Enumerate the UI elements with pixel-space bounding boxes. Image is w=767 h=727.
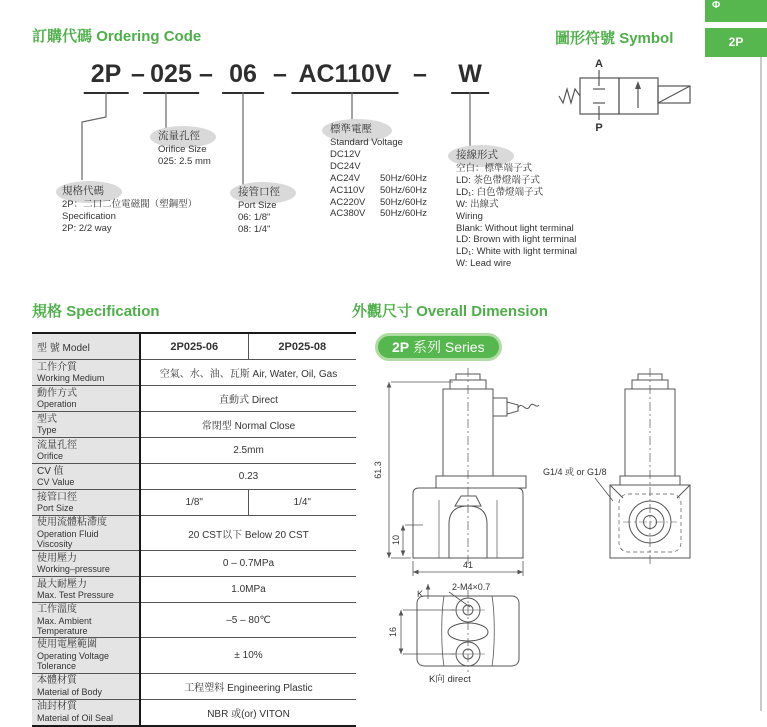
callout-title: 規格代碼 xyxy=(62,185,104,197)
row-label-zh: 本體材質 xyxy=(37,675,77,687)
voltage-value: DC12V xyxy=(330,149,361,160)
callout-title: 接管口徑 xyxy=(238,186,280,198)
row-label-zh: 油封材質 xyxy=(37,701,77,713)
specification-title-en: Specification xyxy=(66,303,160,320)
row-value: 空氣、水、油、瓦斯 Air, Water, Oil, Gas xyxy=(140,360,356,386)
model-header-cell: 型 號 Model xyxy=(32,333,140,360)
code-segment-model: 2P xyxy=(84,60,129,94)
code-separator: – xyxy=(413,60,427,88)
k-direction-label: K xyxy=(417,589,424,599)
callout-voltage xyxy=(330,123,427,220)
voltage-row xyxy=(330,197,427,209)
table-row xyxy=(32,412,356,438)
voltage-freq: 50Hz/60Hz xyxy=(380,184,427,196)
code-separator: – xyxy=(273,60,287,88)
row-value: 0.23 xyxy=(140,464,356,490)
ordering-code-title-zh: 訂購代碼 xyxy=(32,28,93,45)
voltage-value: AC110V xyxy=(330,184,365,196)
callout-port-size xyxy=(238,186,280,236)
row-label-zh: 動作方式 xyxy=(37,387,77,399)
callout-line: 025: 2.5 mm xyxy=(158,156,211,167)
row-value: 直動式 Direct xyxy=(140,386,356,412)
row-value: NBR 或(or) VITON xyxy=(140,699,356,726)
specification-title-zh: 規格 xyxy=(32,303,63,320)
callout-wiring xyxy=(456,149,577,270)
symbol-title xyxy=(555,27,673,48)
row-value: –5 – 80℃ xyxy=(140,603,356,638)
callout-line: 2P：二口二位電磁閥（塑鋼型） xyxy=(62,199,198,211)
callout-title: 標準電壓 xyxy=(330,123,372,135)
voltage-row xyxy=(330,161,427,173)
row-value: 20 CST以下 Below 20 CST xyxy=(140,516,356,551)
table-row xyxy=(32,516,356,551)
table-row xyxy=(32,577,356,603)
callout-line: Wiring xyxy=(456,210,483,222)
k-view xyxy=(417,590,519,672)
overall-dimension-title-zh: 外觀尺寸 xyxy=(352,303,413,320)
phi-icon: Φ xyxy=(712,0,721,11)
callout-line: LD₁: 白色帶燈端子式 xyxy=(456,186,544,198)
dim-offset-label: 10 xyxy=(391,534,401,546)
voltage-freq: 50Hz/60Hz xyxy=(380,196,427,208)
code-segment-voltage: AC110V xyxy=(291,60,398,94)
thread-label: 2-M4×0.7 xyxy=(452,582,491,592)
row-label-en: Max. Ambient Temperature xyxy=(37,615,92,637)
table-row xyxy=(32,699,356,726)
table-row xyxy=(32,603,356,638)
table-row xyxy=(32,551,356,577)
series-side-tab xyxy=(705,28,767,57)
callout-line: LD₁: White with light terminal xyxy=(456,246,577,258)
code-segment-orifice: 025 xyxy=(143,60,199,94)
voltage-value: AC220V xyxy=(330,196,366,208)
callout-spec-code xyxy=(62,185,197,235)
table-row xyxy=(32,490,356,516)
row-value: ± 10% xyxy=(140,638,356,673)
series-badge-text: 系列 Series xyxy=(413,339,485,355)
table-row xyxy=(32,673,356,699)
valve-symbol-diagram xyxy=(552,56,702,136)
callout-line: 2P: 2/2 way xyxy=(62,222,112,234)
callout-line: 06: 1/8" xyxy=(238,212,271,223)
model-2-cell: 2P025-08 xyxy=(278,340,327,353)
table-row xyxy=(32,386,356,412)
specification-table xyxy=(32,332,356,727)
callout-orifice xyxy=(158,130,211,168)
callout-line: Blank: Without light terminal xyxy=(456,222,574,234)
row-label-zh: 工作介質 xyxy=(37,361,77,373)
row-value: 常閉型 Normal Close xyxy=(140,412,356,438)
row-label-zh: 使用壓力 xyxy=(37,552,77,564)
overall-dimension-title-en: Overall Dimension xyxy=(416,303,548,320)
voltage-freq: 50Hz/60Hz xyxy=(380,172,427,184)
symbol-port-p-label: P xyxy=(595,122,603,134)
row-label-zh: 使用流體粘滯度 xyxy=(37,517,107,528)
voltage-value: AC24V xyxy=(330,172,361,184)
code-separator: – xyxy=(199,60,213,88)
series-badge xyxy=(375,333,502,361)
callout-title: 流量孔徑 xyxy=(158,130,200,142)
specification-title xyxy=(32,300,160,321)
row-value: 工程塑料 Engineering Plastic xyxy=(140,673,356,699)
callout-line: Standard Voltage xyxy=(330,137,403,149)
callout-line: W: Lead wire xyxy=(456,258,512,270)
row-label-en: Material of Body xyxy=(37,686,103,697)
callout-title: 接線形式 xyxy=(456,149,498,161)
symbol-title-en: Symbol xyxy=(619,30,674,47)
k-view-caption: K向 direct xyxy=(429,674,471,685)
voltage-row xyxy=(330,185,427,197)
row-value: 1/4" xyxy=(248,490,356,516)
callout-line: 空白：標準端子式 xyxy=(456,163,533,175)
overall-dimension-title xyxy=(352,300,548,321)
row-value: 1/8" xyxy=(140,490,248,516)
callout-line: Specification xyxy=(62,211,116,222)
row-label-en: Port Size xyxy=(37,503,74,514)
voltage-row xyxy=(330,149,427,161)
k-view-dimensions xyxy=(401,610,455,654)
row-label-zh: 使用電壓範圍 xyxy=(37,639,97,651)
callout-line: LD: Brown with light terminal xyxy=(456,234,577,246)
callout-line: W: 出線式 xyxy=(456,198,499,210)
voltage-freq: 50Hz/60Hz xyxy=(380,208,427,220)
code-segment-wiring: W xyxy=(451,60,489,94)
symbol-port-a-label: A xyxy=(595,58,603,70)
ordering-code-title-en: Ordering Code xyxy=(96,28,202,45)
callout-line: 08: 1/4" xyxy=(238,223,271,235)
table-header-row xyxy=(32,333,356,360)
voltage-value: AC380V xyxy=(330,208,366,220)
series-side-tab-label: 2P xyxy=(728,35,744,49)
side-view xyxy=(595,368,690,564)
row-label-en: Working Medium xyxy=(37,373,105,384)
row-value: 2.5mm xyxy=(140,438,356,464)
voltage-value: DC24V xyxy=(330,160,361,172)
row-label-zh: CV 值 xyxy=(37,465,64,477)
callout-line: Port Size xyxy=(238,200,277,212)
symbol-title-zh: 圖形符號 xyxy=(555,30,616,47)
row-label-en: Operation xyxy=(37,399,77,410)
series-badge-code: 2P xyxy=(392,339,410,355)
front-view xyxy=(413,368,539,564)
dim-depth-label: 16 xyxy=(388,626,398,638)
table-row xyxy=(32,360,356,386)
row-value: 0 – 0.7MPa xyxy=(140,551,356,577)
code-separator: – xyxy=(131,60,145,88)
row-label-en: Type xyxy=(37,425,57,436)
row-label-zh: 接管口徑 xyxy=(37,491,77,503)
code-segment-port: 06 xyxy=(222,60,264,94)
callout-line: LD: 茶色帶燈端子式 xyxy=(456,175,540,186)
page-corner-tab xyxy=(705,0,767,22)
voltage-row xyxy=(330,208,427,220)
row-label-zh: 型式 xyxy=(37,413,57,425)
row-label-zh: 工作溫度 xyxy=(37,604,77,616)
row-label-en: Operation Fluid Viscosity xyxy=(37,528,99,549)
row-label-zh: 流量孔徑 xyxy=(37,439,77,451)
row-label-en: CV Value xyxy=(37,477,75,488)
dim-height-label: 61.3 xyxy=(373,461,383,479)
table-row xyxy=(32,438,356,464)
table-row xyxy=(32,638,356,673)
table-row xyxy=(32,464,356,490)
model-1-cell: 2P025-06 xyxy=(140,333,248,360)
row-label-en: Material of Oil Seal xyxy=(37,712,114,723)
ordering-code-title xyxy=(32,25,201,46)
port-thread-label: G1/4 或 or G1/8 xyxy=(543,467,607,477)
row-label-en: Orifice xyxy=(37,451,64,462)
row-label-en: Working–pressure xyxy=(37,564,110,575)
row-label-zh: 最大耐壓力 xyxy=(37,578,87,590)
row-label-en: Max. Test Pressure xyxy=(37,590,114,601)
row-label-en: Operating Voltage Tolerance xyxy=(37,650,110,672)
row-value: 1.0MPa xyxy=(140,577,356,603)
page-edge-line xyxy=(760,57,762,711)
voltage-row xyxy=(330,173,427,185)
callout-line: Orifice Size xyxy=(158,144,207,156)
dim-width-label: 41 xyxy=(462,560,474,570)
dimension-drawing xyxy=(373,368,703,711)
